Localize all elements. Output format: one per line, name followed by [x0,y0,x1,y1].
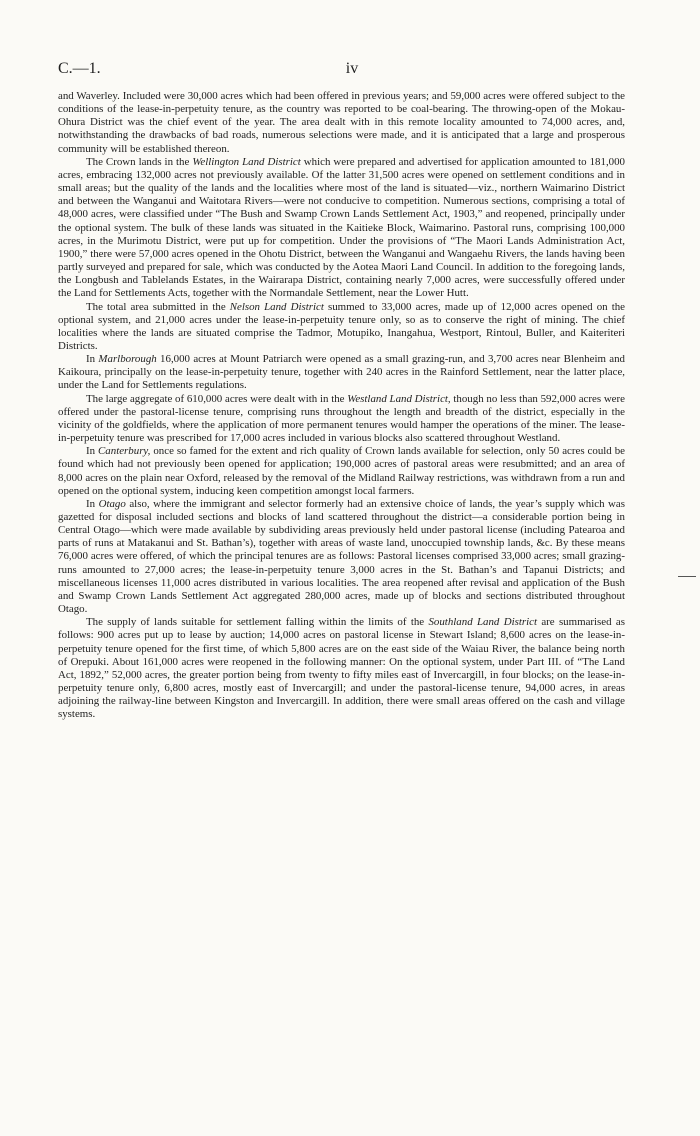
paragraph-text: which were prepared and advertised for application amounted to 181,000 acres, embracing 132,000 acres not previously available. Of the latter 31,500 acres were opened on settlement conditions and in small areas; but the quality of the lands and the localities where most of the land is situated—viz., northern Waimarino District and between the Wanganui and Waitotara Rivers—were not conducive to competition. Numerous sections, comprising a total of 48,000 acres, were classified under “The Bush and Swamp Crown Lands Settlement Act, 1903,” and reopened, principally under the optional system. The bulk of these lands was situated in the Kaitieke Block, Waimarino. Pastoral runs, comprising 100,000 acres, in the Murimotu District, were put up for competition. Under the provisions of “The Maori Lands Administration Act, 1900,” there were 57,000 acres opened in the Ohotu District, between the Wanganui and Wangaehu Rivers, the lands having been partly surveyed and prepared for sale, which was conducted by the Aotea Maori Land Council. In addition to the foregoing lands, the Longbush and Tablelands Estates, in the Wairarapa District, containing nearly 7,000 acres, were successfully offered under the Land for Settlements Acts, together with the Normandale Settlement, near the Lower Hutt. [58,155,626,300]
paragraph-text: summed to 33,000 acres, made up of 12,000 acres opened on the optional system, and 21,000 acres under the lease-in-perpetuity tenure only, so as to conserve the right of mining. The chief localities where the lands are situated comprise the Tadmor, Motupiko, Inangahua, Westport, Rintoul, Buller, and Kaiteriteri Districts. [58,300,625,352]
paragraph-text: and Waverley. Included were 30,000 acres which had been offered in previous years; and 59,000 acres were offered subject to the conditions of the lease-in-perpetuity tenure, as the country was reported to be coal-bearing. The throwing-open of the Mokau-Ohura District was the chief event of the year. The area dealt with in this remote locality amounted to 74,000 acres, and, notwithstanding the drawbacks of bad roads, numerous selections were made, and it is anticipated that a large and prosperous community will be established thereon. [58,90,625,155]
italic-place-name: Southland Land District [428,616,537,629]
italic-place-name: Canterbury, [98,445,151,458]
paragraph-text: 16,000 acres at Mount Patriarch were opened as a small grazing-run, and 3,700 acres near Blenheim and Kaikoura, principally on the lease-in-perpetuity tenure, together with 240 acres in the Rainford Settlement, near the latter place, under the Land for Settlements regulations. [58,353,625,392]
paragraph-text: though no less than 592,000 acres were offered under the pastoral-license tenure, comprising runs throughout the length and breadth of the district, especially in the vicinity of the goldfields, where the application of more permanent tenures would hamper the operations of the miner. The lease-in-perpetuity tenure was prescribed for 17,000 acres included in various blocks also scattered throughout Westland. [58,392,625,445]
paragraph-text: also, where the immigrant and selector formerly had an extensive choice of lands, the year’s supply which was gazetted for disposal included sections and blocks of land scattered throughout the district—a considerable portion being in Central Otago—which were made available by subdividing areas previously held under pastoral license (including Patearoa and parts of runs at Matakanui and St. Bathan’s), together with areas of waste land, unoccupied township lands, &c. By these means 76,000 acres were offered, of which the principal tenures are as follows: Pastoral licenses comprised 33,000 acres; small grazing-runs amounted to 27,000 acres; the lease-in-perpetuity tenure 3,000 acres in the St. Bathan’s and Tapanui Districts; and miscellaneous licenses 11,000 acres distributed in various localities. The area reopened after revisal and application of the Bush and Swamp Crown Lands Settlement Act aggregated 280,000 acres, made up of blocks and sections distributed throughout Otago. [58,497,625,616]
paragraph-text: The large aggregate of 610,000 acres were dealt with in the [86,392,348,405]
paragraph-text: The total area submitted in the [86,300,230,313]
paragraph [58,301,625,354]
italic-place-name: Otago [98,497,126,510]
paragraph-text: once so famed for the extent and rich quality of Crown lands available for selection, only 50 acres could be found which had not previously been opened for application; 190,000 acres of pastoral areas were resubmitted; and an area of 8,000 acres on the plain near Oxford, released by the removal of the Midland Railway restrictions, was withdrawn from a run and opened on the optional system, inducing keen competition amongst local farmers. [58,445,625,497]
paragraph [58,393,625,446]
paragraph [58,90,625,156]
paragraph-text: The supply of lands suitable for settlement falling within the limits of the [86,616,429,629]
page-number: iv [345,60,359,77]
margin-mark [678,576,696,577]
paragraph [58,156,625,301]
paragraph-text: In [86,445,99,458]
paragraph-text: In [86,353,99,366]
page-header [58,60,646,80]
italic-place-name: Nelson Land District [229,300,324,313]
paragraph [58,616,625,721]
italic-place-name: Wellington Land District [192,155,301,168]
italic-place-name: Marlborough [98,353,157,366]
body-text [58,90,625,722]
paragraph [58,445,625,498]
paragraph-text: The Crown lands in the [86,155,193,168]
paragraph-text: In [86,497,99,510]
paragraph [58,498,625,616]
paragraph [58,353,625,392]
italic-place-name: Westland Land District, [347,392,451,405]
document-reference: C.—1. [58,60,101,77]
paragraph-text: are summarised as follows: 900 acres put up to lease by auction; 14,000 acres on pastoral license in Stewart Island; 8,600 acres on the lease-in-perpetuity tenure opened for the first time, of which 5,800 acres are on the east side of the Waiau River, the balance being north of Orepuki. About 161,000 acres were reopened in the following manner: On the optional system, under Part III. of “The Land Act, 1892,” 52,000 acres, the greater portion being from twenty to fifty miles east of Invercargill, in four blocks; on the lease-in-perpetuity tenure only, 6,800 acres, mostly east of Invercargill; and under the pastoral-license tenure, 94,000 acres, in areas adjoining the railway-line between Kingston and Invercargill. In addition, there were small areas offered on the cash and village systems. [58,616,625,721]
